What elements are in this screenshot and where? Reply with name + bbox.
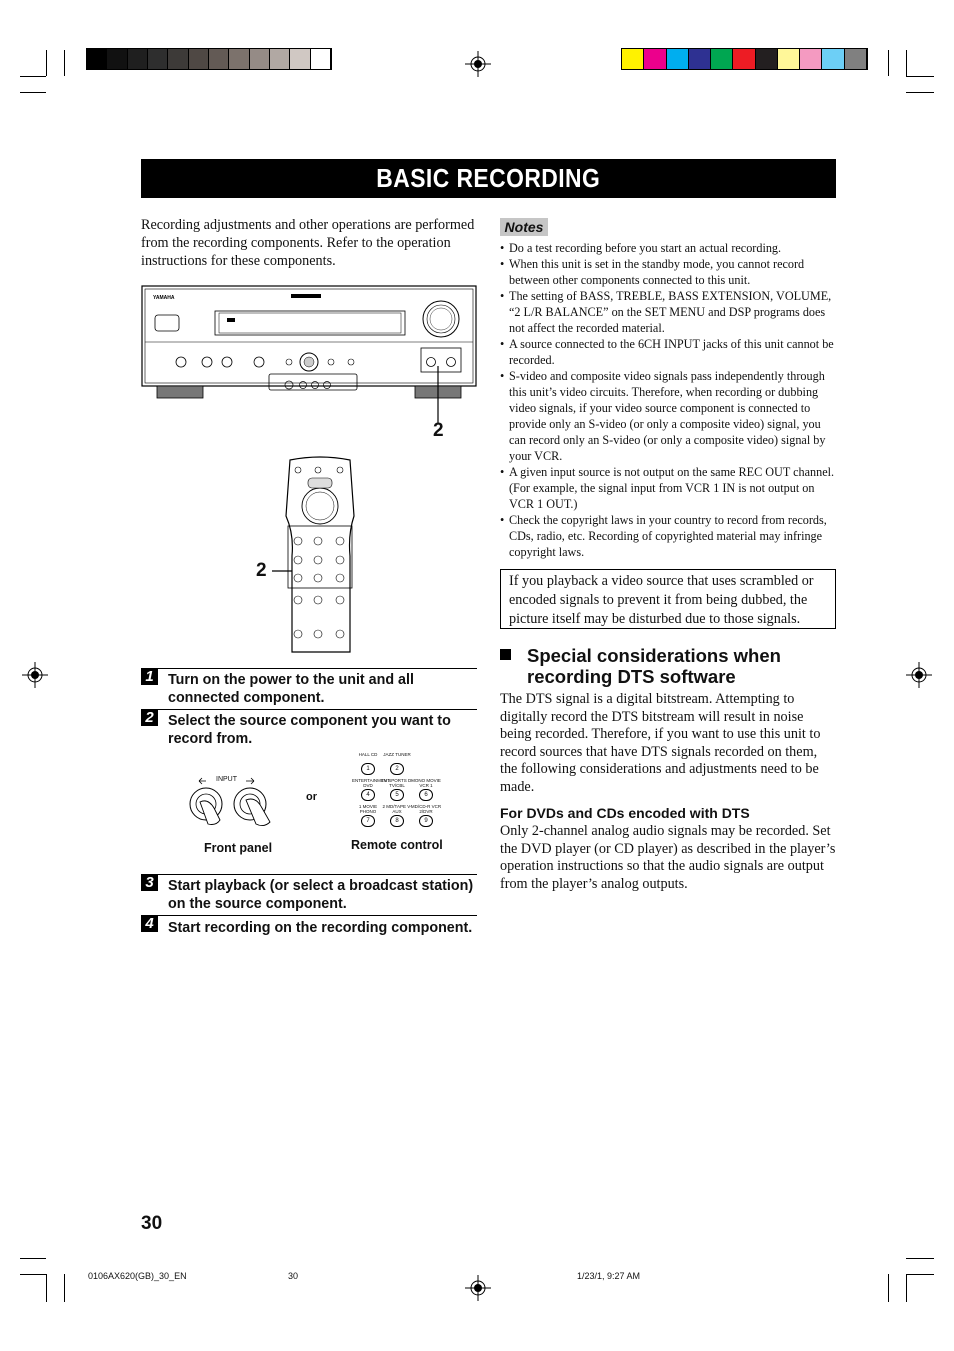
calibration-swatch [148,49,168,69]
input-knobs-illustration [186,784,306,834]
calibration-swatch [822,49,844,69]
dts-section-heading: Special considerations when recording DTS software [500,645,840,687]
remote-number-button: 1 [361,763,375,775]
calibration-swatch [644,49,666,69]
registration-target-icon [22,662,48,688]
page-number: 30 [141,1213,163,1234]
note-item: • A source connected to the 6CH INPUT jacks of this unit cannot be recorded. [500,336,838,368]
calibration-swatch [733,49,755,69]
remote-number-button: 6 [419,789,433,801]
page-title: BASIC RECORDING [141,159,836,198]
step-number-1: 1 [141,668,158,685]
remote-source-label: 2 MD/TAPE V-AUX [382,804,412,814]
or-label: or [306,791,317,803]
footer-file: 0106AX620(GB)_30_EN [88,1271,187,1281]
remote-source-button [410,778,442,801]
calibration-swatch [689,49,711,69]
note-item: • Do a test recording before you start an actual recording. [500,240,838,256]
footer-timestamp: 1/23/1, 9:27 AM [577,1271,641,1281]
step-divider [141,709,477,710]
registration-target-icon [465,1275,491,1301]
figure-callout-receiver: 2 [433,420,444,441]
calibration-swatch [756,49,778,69]
step-divider [141,874,477,875]
scrambled-signal-warning: If you playback a video source that uses scrambled or encoded signals to prevent it from being dubbed, the picture itself may be disturbed due to those signals. [500,569,836,629]
calibration-swatch [107,49,127,69]
figure-callout-remote: 2 [256,560,267,581]
dts-paragraph: The DTS signal is a digital bitstream. Attempting to digitally record the DTS bitstream will result in noise being recorded. Therefore, if you want to use this unit to record sources that have DTS signals recorded on them, the following considerations and adjustments need to be made. [500,691,821,795]
remote-source-label: MONO MOVIE VCR 1 [411,778,441,788]
calibration-swatch [845,49,867,69]
step-text-3: Start playback (or select a broadcast station) on the source component. [168,878,474,912]
remote-control-illustration [284,456,356,656]
input-label: INPUT [216,776,237,783]
dts-sub-paragraph: Only 2-channel analog audio signals may be recorded. Set the DVD player (or CD player) as described in the player’s operation instructions so that the audio signals are output from the player’s analog outputs. [500,823,836,892]
step-number-4: 4 [141,915,158,932]
square-bullet-icon [500,649,511,660]
svg-text:YAMAHA: YAMAHA [153,295,175,301]
step-number-3: 3 [141,874,158,891]
remote-number-button: 8 [390,815,404,827]
remote-input-buttons [352,752,444,826]
step-divider [141,915,477,916]
remote-source-button [352,778,390,801]
note-item: • When this unit is set in the standby mode, you cannot record between other components connected to this unit. [500,256,838,288]
remote-source-label: TV SPORTS D-TV/CBL [381,778,413,788]
calibration-swatch [87,49,107,69]
calibration-swatch [189,49,209,69]
registration-target-icon [906,662,932,688]
remote-source-button [410,804,442,827]
calibration-swatch [250,49,270,69]
remote-source-button [381,778,413,801]
remote-source-label: MD/CD-R VCR 2/DVR [410,804,442,814]
calibration-swatch [667,49,689,69]
calibration-swatch [270,49,290,69]
calibration-swatch [778,49,800,69]
step-divider [141,668,477,669]
dts-subheading: For DVDs and CDs encoded with DTS [500,805,750,821]
remote-source-button [352,752,384,775]
remote-source-button [352,804,384,827]
registration-target-icon [465,51,491,77]
step-text-4: Start recording on the recording component. [168,920,473,936]
notes-list [500,240,838,560]
calibration-swatch [128,49,148,69]
remote-control-caption: Remote control [351,838,443,852]
front-panel-caption: Front panel [204,841,273,855]
step-number-2: 2 [141,709,158,726]
footer-page: 30 [288,1271,299,1281]
calibration-swatch [229,49,249,69]
calibration-swatch [622,49,644,69]
calibration-swatch [711,49,733,69]
step-text-2: Select the source component you want to record from. [168,713,451,747]
remote-number-button: 5 [390,789,404,801]
remote-number-button: 9 [419,815,433,827]
intro-paragraph: Recording adjustments and other operations are performed from the recording components. Refer to the operation instructions for these components. [141,217,475,269]
remote-source-label: JAZZ TUNER [383,752,411,757]
calibration-swatch [290,49,310,69]
notes-label: Notes [500,218,548,236]
calibration-swatch [800,49,822,69]
note-item: • Check the copyright laws in your country to record from records, CDs, radio, etc. Recording of copyrighted material may infringe copyright laws. [500,512,838,560]
gray-calibration-bar [86,48,332,70]
note-item: • S-video and composite video signals pass independently through this unit’s video circuits. Therefore, when recording or dubbing video signals, if your video source component is connected to provide only an S-video (or only a composite video) signal, you can record only an S-video (or only a composite video) signal by your VCR. [500,368,838,464]
note-item: • The setting of BASS, TREBLE, BASS EXTENSION, VOLUME, “2 L/R BALANCE” on the SET MENU and DSP programs does not affect the recorded material. [500,288,838,336]
remote-source-button [381,752,413,775]
remote-number-button: 7 [361,815,375,827]
step-text-1: Turn on the power to the unit and all connected component. [168,672,414,706]
remote-source-button [381,804,413,827]
remote-number-button: 2 [390,763,404,775]
remote-source-label: ENTERTAINMENT DVD [352,778,390,788]
calibration-swatch [311,49,331,69]
calibration-swatch [209,49,229,69]
note-item: • A given input source is not output on the same REC OUT channel. (For example, the signal input from VCR 1 IN is not output on VCR 1 OUT.) [500,464,838,512]
remote-source-label: HALL CD [358,752,378,757]
color-calibration-bar [621,48,868,70]
receiver-front-panel-illustration [141,282,481,404]
remote-number-button: 4 [361,789,375,801]
calibration-swatch [168,49,188,69]
remote-source-label: 1 MOVIE PHONO [358,804,378,814]
